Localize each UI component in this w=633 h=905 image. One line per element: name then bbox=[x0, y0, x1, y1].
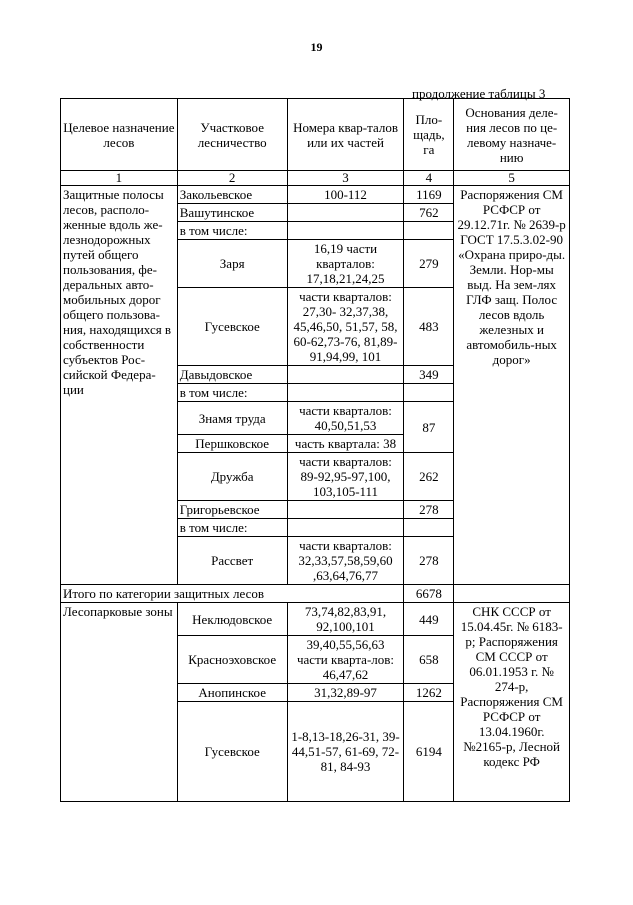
forestry-cell: Анопинское bbox=[177, 684, 287, 702]
area-cell: 87 bbox=[404, 402, 454, 453]
area-cell: 278 bbox=[404, 537, 454, 585]
table-caption: продолжение таблицы 3 bbox=[412, 86, 546, 101]
area-cell: 658 bbox=[404, 636, 454, 684]
table-row bbox=[61, 603, 570, 636]
basis-cell bbox=[454, 585, 570, 603]
forestry-cell: Закольевское bbox=[177, 186, 287, 204]
purpose-cell: Лесопарковые зоны bbox=[61, 603, 178, 802]
forestry-cell: Знамя труда bbox=[177, 402, 287, 435]
header-row bbox=[61, 99, 570, 171]
forestry-cell: Рассвет bbox=[177, 537, 287, 585]
header-basis: Основания деле-ния лесов по це-левому назначе-нию bbox=[454, 99, 570, 171]
column-number: 4 bbox=[404, 171, 454, 186]
forestry-cell: Дружба bbox=[177, 453, 287, 501]
column-number: 3 bbox=[287, 171, 404, 186]
area-cell: 278 bbox=[404, 501, 454, 519]
forestry-cell: Вашутинское bbox=[177, 204, 287, 222]
forestry-cell: в том числе: bbox=[177, 222, 287, 240]
quarters-cell: части кварталов: 27,30- 32,37,38, 45,46,50, 51,57, 58, 60-62,73-76, 81,89-91,94,99, 101 bbox=[287, 288, 404, 366]
basis-cell: Распоряжения СМ РСФСР от 29.12.71г. № 2639-р ГОСТ 17.5.3.02-90 «Охрана приро-ды. Земли. Нор-мы выд. На зем-лях ГЛФ защ. Полос лесов вдоль железных и автомобиль-ных дорог» bbox=[454, 186, 570, 585]
column-numbers-row bbox=[61, 171, 570, 186]
basis-cell: СНК СССР от 15.04.45г. № 6183-р; Распоряжения СМ СССР от 06.01.1953 г. № 274-р, Распоряжения СМ РСФСР от 13.04.1960г. №2165-р, Лесной кодекс РФ bbox=[454, 603, 570, 802]
purpose-cell: Защитные полосы лесов, располо-женные вдоль же-лезнодорожных путей общего пользования, фе-деральных авто-мобильных дорог общего пользова-ния, находящихся в собственности субъектов Рос-сийской Федера-ции bbox=[61, 186, 178, 585]
header-forestry: Участковое лесничество bbox=[177, 99, 287, 171]
quarters-cell bbox=[287, 204, 404, 222]
quarters-cell: 1-8,13-18,26-31, 39- 44,51-57, 61-69, 72-81, 84-93 bbox=[287, 702, 404, 802]
quarters-cell: 73,74,82,83,91, 92,100,101 bbox=[287, 603, 404, 636]
area-cell: 1262 bbox=[404, 684, 454, 702]
quarters-cell: 100-112 bbox=[287, 186, 404, 204]
quarters-cell bbox=[287, 519, 404, 537]
forestry-cell: в том числе: bbox=[177, 384, 287, 402]
table-row bbox=[61, 186, 570, 204]
column-number: 2 bbox=[177, 171, 287, 186]
area-cell: 762 bbox=[404, 204, 454, 222]
forestry-cell: Першковское bbox=[177, 435, 287, 453]
header-area: Пло-щадь, га bbox=[404, 99, 454, 171]
forestry-cell: Давыдовское bbox=[177, 366, 287, 384]
area-cell: 6194 bbox=[404, 702, 454, 802]
forestry-cell: Неклюдовское bbox=[177, 603, 287, 636]
area-cell bbox=[404, 519, 454, 537]
quarters-cell bbox=[287, 222, 404, 240]
total-row bbox=[61, 585, 570, 603]
quarters-cell: части кварталов: 89-92,95-97,100, 103,105-111 bbox=[287, 453, 404, 501]
quarters-cell bbox=[287, 501, 404, 519]
forestry-cell: Гусевское bbox=[177, 702, 287, 802]
quarters-cell: 39,40,55,56,63 части кварта-лов: 46,47,62 bbox=[287, 636, 404, 684]
forest-purpose-table bbox=[60, 98, 570, 802]
column-number: 1 bbox=[61, 171, 178, 186]
quarters-cell bbox=[287, 366, 404, 384]
area-cell bbox=[404, 384, 454, 402]
quarters-cell bbox=[287, 384, 404, 402]
quarters-cell: части кварталов: 40,50,51,53 bbox=[287, 402, 404, 435]
forestry-cell: Григорьевское bbox=[177, 501, 287, 519]
area-cell: 449 bbox=[404, 603, 454, 636]
area-cell: 1169 bbox=[404, 186, 454, 204]
quarters-cell: 16,19 части кварталов: 17,18,21,24,25 bbox=[287, 240, 404, 288]
forestry-cell: Гусевское bbox=[177, 288, 287, 366]
area-cell bbox=[404, 222, 454, 240]
area-cell: 279 bbox=[404, 240, 454, 288]
area-cell: 349 bbox=[404, 366, 454, 384]
area-cell: 483 bbox=[404, 288, 454, 366]
total-area: 6678 bbox=[404, 585, 454, 603]
header-purpose: Целевое назначение лесов bbox=[61, 99, 178, 171]
forestry-cell: Красноэховское bbox=[177, 636, 287, 684]
quarters-cell: части кварталов: 32,33,57,58,59,60 ,63,64,76,77 bbox=[287, 537, 404, 585]
header-quarters: Номера квар-талов или их частей bbox=[287, 99, 404, 171]
forestry-cell: в том числе: bbox=[177, 519, 287, 537]
forestry-cell: Заря bbox=[177, 240, 287, 288]
page-number: 19 bbox=[310, 40, 323, 54]
quarters-cell: 31,32,89-97 bbox=[287, 684, 404, 702]
quarters-cell: часть квартала: 38 bbox=[287, 435, 404, 453]
total-label: Итого по категории защитных лесов bbox=[61, 585, 404, 603]
area-cell: 262 bbox=[404, 453, 454, 501]
column-number: 5 bbox=[454, 171, 570, 186]
